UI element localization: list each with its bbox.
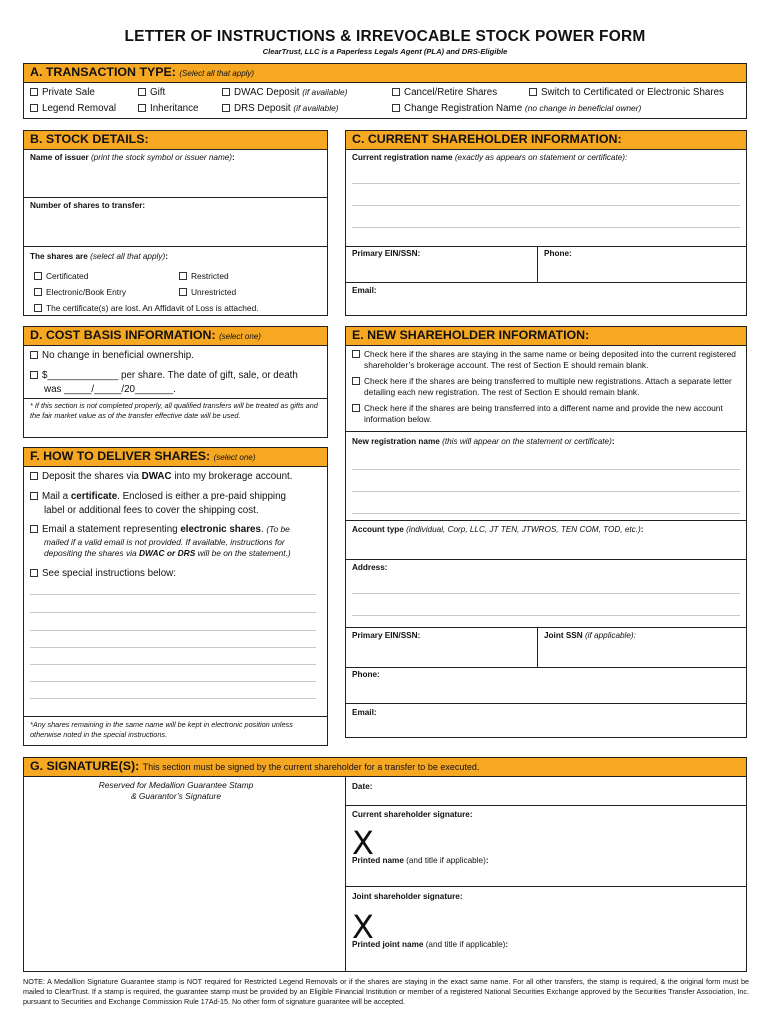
option-legend-removal[interactable]: Legend Removal <box>30 102 116 115</box>
checkbox[interactable] <box>529 88 537 96</box>
option-dwac-deposit[interactable]: DWAC Deposit (if available) <box>222 86 347 99</box>
option-cost-per-share[interactable]: $_____________ per share. The date of gift, sale, or death <box>30 369 326 382</box>
current-email-label: Email: <box>352 286 377 295</box>
remaining-shares-note: *Any shares remaining in the same name will be kept in electronic position unless otherwise noted in the special instructions. <box>30 720 293 739</box>
option-change-registration[interactable]: Change Registration Name (no change in beneficial owner) <box>392 102 641 115</box>
account-type-label: Account type (individual, Corp, LLC, JT TEN, JTWROS, TEN COM, TOD, etc.): <box>352 525 644 534</box>
page-subtitle: ClearTrust, LLC is a Paperless Legals Agent (PLA) and DRS-Eligible <box>262 47 508 56</box>
section-c-header: C. CURRENT SHAREHOLDER INFORMATION: <box>346 131 746 150</box>
checkbox[interactable] <box>30 104 38 112</box>
section-f-header: F. HOW TO DELIVER SHARES: (select one) <box>24 448 327 467</box>
joint-signature-x-mark[interactable]: X <box>352 908 374 946</box>
email-statement-note-1: mailed if a valid email is not provided. If available, instructions for <box>44 537 285 547</box>
checkbox[interactable] <box>352 350 360 358</box>
checkbox[interactable] <box>138 88 146 96</box>
option-special-instructions[interactable]: See special instructions below: <box>30 567 176 580</box>
checkbox[interactable] <box>138 104 146 112</box>
joint-ssn-label: Joint SSN (if applicable): <box>544 631 636 640</box>
checkbox[interactable] <box>222 88 230 96</box>
joint-signature-label: Joint shareholder signature: <box>352 892 463 901</box>
current-registration-label: Current registration name (exactly as appears on statement or certificate): <box>352 153 628 162</box>
section-g <box>23 757 747 972</box>
checkbox[interactable] <box>352 404 360 412</box>
checkbox[interactable] <box>30 371 38 379</box>
section-b <box>23 130 328 316</box>
checkbox[interactable] <box>352 377 360 385</box>
checkbox[interactable] <box>30 88 38 96</box>
option-email-statement[interactable]: Email a statement representing electronic shares. (To be <box>30 523 290 536</box>
email-statement-note-2: depositing the shares via DWAC or DRS will be on the statement.) <box>44 548 291 558</box>
footer-note: NOTE: A Medallion Signature Guarantee stamp is NOT required for Restricted Legend Removals or if the shares are staying in the exact same name. For all other transfers, the stamp is required, & the original form must be mailed to ClearTrust. If a stamp is required, the guarantee stamp must be provided by an Eligible Financial Institution or member of a registered National Securities Exchange approved by the Securities Transfer Association, Inc. pursuant to Securities and Exchange Commission Rule 17Ad-15. No other form of signature guarantee will be accepted. <box>23 977 749 1006</box>
shares-are-label: The shares are (select all that apply): <box>30 252 168 261</box>
option-drs-deposit[interactable]: DRS Deposit (if available) <box>222 102 339 115</box>
section-a-header: A. TRANSACTION TYPE: (Select all that apply) <box>24 64 746 83</box>
shares-to-transfer-label: Number of shares to transfer: <box>30 201 146 210</box>
checkbox[interactable] <box>34 304 42 312</box>
option-inheritance[interactable]: Inheritance <box>138 102 198 115</box>
section-a <box>23 63 747 119</box>
checkbox[interactable] <box>30 492 38 500</box>
section-e-header: E. NEW SHAREHOLDER INFORMATION: <box>346 327 746 346</box>
checkbox[interactable] <box>30 472 38 480</box>
current-phone-label: Phone: <box>544 249 572 258</box>
new-email-label: Email: <box>352 708 377 717</box>
option-unrestricted[interactable]: Unrestricted <box>179 287 236 298</box>
stamp-reserved-label: Reserved for Medallion Guarantee Stamp & Guarantor’s Signature <box>98 780 254 801</box>
checkbox[interactable] <box>30 569 38 577</box>
checkbox[interactable] <box>30 351 38 359</box>
current-signature-label: Current shareholder signature: <box>352 810 473 819</box>
issuer-label: Name of issuer (print the stock symbol or issuer name): <box>30 153 235 162</box>
option-cancel-retire[interactable]: Cancel/Retire Shares <box>392 86 497 99</box>
option-private-sale[interactable]: Private Sale <box>30 86 95 99</box>
checkbox[interactable] <box>392 104 400 112</box>
address-label: Address: <box>352 563 388 572</box>
section-d <box>23 326 328 438</box>
new-registration-label: New registration name (this will appear on the statement or certificate): <box>352 437 615 446</box>
option-same-name[interactable]: Check here if the shares are staying in the same name or being deposited into the current registered shareholder’s brokerage account. The rest of Section E should remain blank. <box>352 349 742 371</box>
section-g-header: G. SIGNATURE(S): This section must be signed by the current shareholder for a transfer to be executed. <box>24 758 746 777</box>
printed-name-label: Printed name (and title if applicable): <box>352 856 489 865</box>
option-certificated[interactable]: Certificated <box>34 271 88 282</box>
option-different-name[interactable]: Check here if the shares are being transferred into a different name and provide the new account information below. <box>352 403 742 425</box>
checkbox[interactable] <box>392 88 400 96</box>
option-gift[interactable]: Gift <box>138 86 165 99</box>
checkbox[interactable] <box>179 288 187 296</box>
new-ein-label: Primary EIN/SSN: <box>352 631 421 640</box>
current-ein-label: Primary EIN/SSN: <box>352 249 421 258</box>
cost-date-field[interactable]: was _____/_____/20_______. <box>44 384 176 395</box>
option-no-change[interactable]: No change in beneficial ownership. <box>30 349 194 362</box>
section-b-header: B. STOCK DETAILS: <box>24 131 327 150</box>
section-c <box>345 130 747 316</box>
page-title: LETTER OF INSTRUCTIONS & IRREVOCABLE STOCK POWER FORM <box>124 28 646 45</box>
printed-joint-name-label: Printed joint name (and title if applicable): <box>352 940 509 949</box>
checkbox[interactable] <box>179 272 187 280</box>
checkbox[interactable] <box>34 288 42 296</box>
checkbox[interactable] <box>34 272 42 280</box>
option-switch-certificated[interactable]: Switch to Certificated or Electronic Shares <box>529 86 724 99</box>
signature-x-mark[interactable]: X <box>352 824 374 862</box>
section-f <box>23 447 328 746</box>
date-label: Date: <box>352 782 373 791</box>
option-mail-certificate[interactable]: Mail a certificate. Enclosed is either a pre-paid shipping <box>30 490 326 503</box>
option-electronic[interactable]: Electronic/Book Entry <box>34 287 126 298</box>
option-deposit-dwac[interactable]: Deposit the shares via DWAC into my brokerage account. <box>30 470 293 483</box>
option-multiple-registrations[interactable]: Check here if the shares are being transferred to multiple new registrations. Attach a separate letter detailing each new registration. The rest of Section E should remain blank. <box>352 376 742 398</box>
option-restricted[interactable]: Restricted <box>179 271 229 282</box>
option-lost-certificate[interactable]: The certificate(s) are lost. An Affidavit of Loss is attached. <box>34 303 259 314</box>
checkbox[interactable] <box>222 104 230 112</box>
mail-certificate-note: label or additional fees to cover the shipping cost. <box>44 505 259 516</box>
section-d-header: D. COST BASIS INFORMATION: (select one) <box>24 327 327 346</box>
new-phone-label: Phone: <box>352 670 380 679</box>
section-e <box>345 326 747 738</box>
cost-basis-note: * If this section is not completed properly, all qualified transfers will be treated as gifts and the fair market value as of the transfer effective date will be used. <box>30 401 318 420</box>
checkbox[interactable] <box>30 525 38 533</box>
